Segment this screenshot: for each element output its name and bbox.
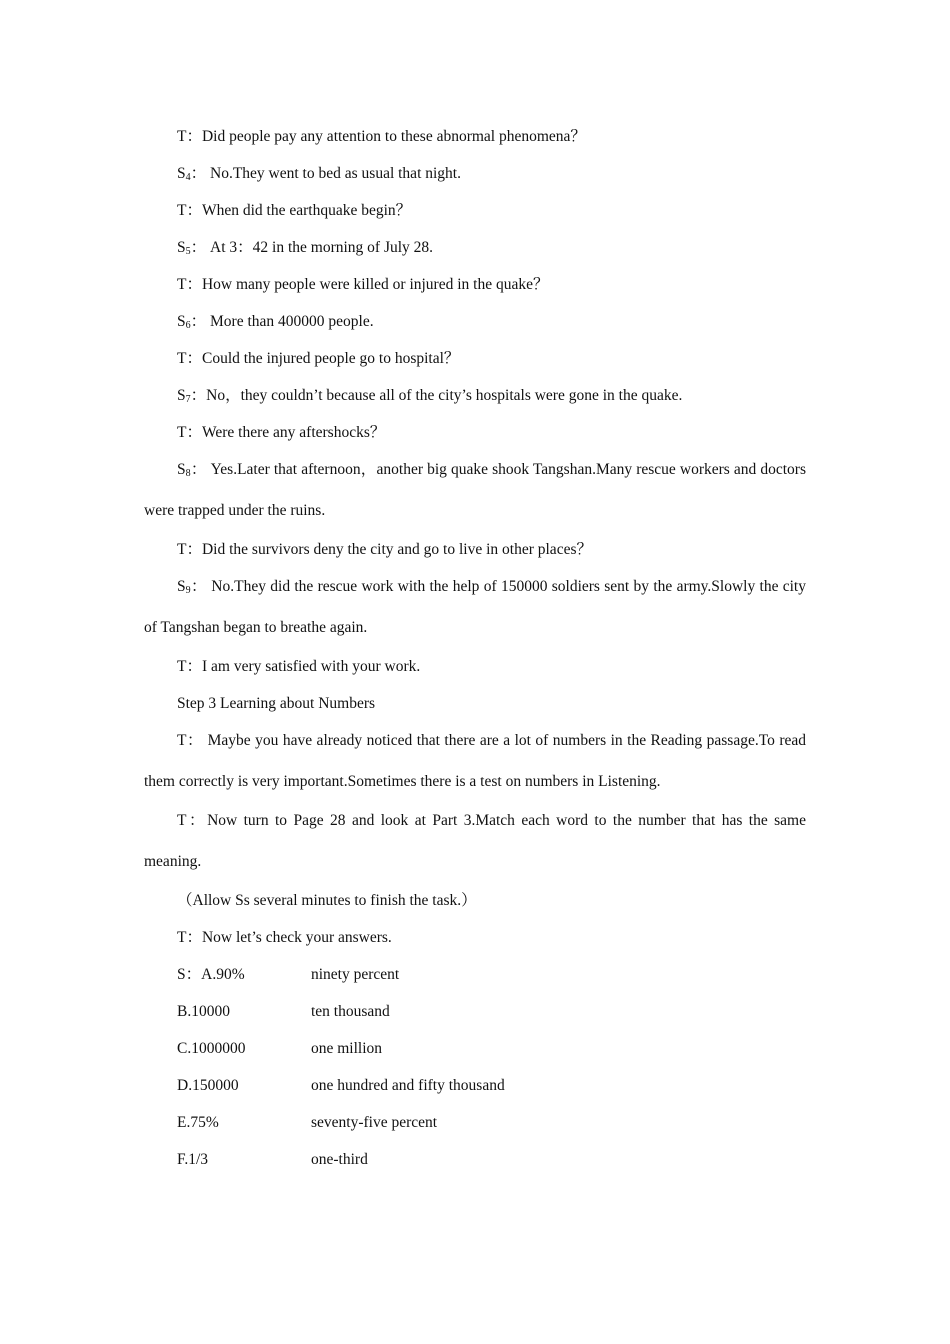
speaker: T — [177, 276, 187, 293]
line-text: Now let’s check your answers. — [201, 929, 392, 946]
dialogue-line: $S_5$： At 3：42 in the morning of July 28. — [177, 239, 434, 257]
answer-number: A.90% — [201, 966, 245, 983]
dialogue-line: T：Were there any aftershocks？ — [177, 424, 386, 441]
check-line: T：Now let’s check your answers. — [177, 929, 392, 946]
answer-row — [144, 1030, 806, 1067]
line-text: When did the earthquake begin？ — [201, 202, 412, 219]
line-text: How many people were killed or injured in the quake？ — [201, 276, 549, 293]
dialogue-line: $S_8$： Yes.Later that afternoon，another big quake shook Tangshan.Many rescue workers and doctors were trapped under the ruins. — [144, 461, 806, 519]
answer-row — [144, 1104, 806, 1141]
instruction-text: （Allow Ss several minutes to finish the task.） — [177, 892, 477, 909]
speaker: S — [177, 165, 186, 182]
speaker-number: 6 — [185, 320, 191, 331]
speaker: T — [177, 424, 187, 441]
dialogue-line: $S_4$： No.They went to bed as usual that night. — [177, 165, 461, 183]
speaker: S — [177, 578, 186, 595]
document-page — [144, 118, 806, 1178]
answer-row — [144, 993, 806, 1030]
line-text: Yes.Later that afternoon，another big quake shook Tangshan.Many rescue workers and doctors were trapped under the ruins. — [144, 461, 806, 519]
answer-words: seventy-five percent — [311, 1114, 438, 1131]
speaker: T — [177, 732, 187, 749]
answer-words: one-third — [311, 1151, 368, 1168]
line-text: No，they couldn’t because all of the city’s hospitals were gone in the quake. — [206, 387, 683, 404]
answer-number: F.1/3 — [177, 1151, 209, 1168]
speaker-number: 4 — [185, 172, 191, 183]
speaker-number: 5 — [185, 246, 191, 257]
speaker: T — [177, 812, 187, 829]
dialogue-line: $S_7$：No，they couldn’t because all of the city’s hospitals were gone in the quake. — [177, 387, 683, 405]
dialogue-line: T：How many people were killed or injured in the quake？ — [177, 276, 549, 293]
line-text: I am very satisfied with your work. — [201, 658, 421, 675]
answer-row — [144, 1141, 806, 1178]
dialogue-line: T：I am very satisfied with your work. — [177, 658, 421, 675]
speaker: T — [177, 128, 187, 145]
step-heading: Step 3 Learning about Numbers — [177, 695, 376, 712]
speaker: S — [177, 387, 186, 404]
line-text: Maybe you have already noticed that there are a lot of numbers in the Reading passage.To read them correctly is very important.Sometimes there is a test on numbers in Listening. — [144, 732, 806, 790]
answer-words: ninety percent — [311, 966, 400, 983]
speaker-number: 8 — [185, 468, 191, 479]
line-text: More than 400000 people. — [210, 313, 374, 330]
answer-number: C.1000000 — [177, 1040, 246, 1057]
answer-number: E.75% — [177, 1114, 219, 1131]
instruction-line — [144, 882, 806, 919]
dialogue-line: $S_6$： More than 400000 people. — [177, 313, 374, 331]
step-line: T： Maybe you have already noticed that there are a lot of numbers in the Reading passage.To read them correctly is very important.Sometimes there is a test on numbers in Listening. — [144, 732, 806, 790]
line-text: Could the injured people go to hospital？ — [201, 350, 460, 367]
dialogue-line: $S_9$： No.They did the rescue work with the help of 150000 soldiers sent by the army.Slowly the city of Tangshan began to breathe again. — [144, 578, 806, 636]
line-text: No.They went to bed as usual that night. — [210, 165, 461, 182]
answers-prefix: S： — [177, 966, 202, 983]
speaker: T — [177, 541, 187, 558]
dialogue-line: T：Could the injured people go to hospital？ — [177, 350, 460, 367]
line-text: Did people pay any attention to these abnormal phenomena？ — [201, 128, 586, 145]
answer-words: ten thousand — [311, 1003, 390, 1020]
answer-row — [144, 1067, 806, 1104]
dialogue-line: T：When did the earthquake begin？ — [177, 202, 412, 219]
line-text: No.They did the rescue work with the help of 150000 soldiers sent by the army.Slowly the city of Tangshan began to breathe again. — [144, 578, 806, 636]
dialogue-line: T：Did people pay any attention to these abnormal phenomena？ — [177, 128, 586, 145]
speaker-number: 9 — [185, 585, 191, 596]
dialogue-line: T：Did the survivors deny the city and go to live in other places？ — [177, 541, 592, 558]
answer-number: B.10000 — [177, 1003, 230, 1020]
speaker: T — [177, 350, 187, 367]
speaker: S — [177, 461, 186, 478]
speaker: T — [177, 202, 187, 219]
answer-words: one hundred and fifty thousand — [311, 1077, 505, 1094]
speaker: S — [177, 239, 186, 256]
line-text: At 3：42 in the morning of July 28. — [210, 239, 434, 256]
speaker: T — [177, 658, 187, 675]
speaker: T — [177, 929, 187, 946]
speaker-number: 7 — [185, 394, 191, 405]
line-text: Did the survivors deny the city and go to live in other places？ — [201, 541, 592, 558]
line-text: Were there any aftershocks？ — [201, 424, 386, 441]
speaker: S — [177, 313, 186, 330]
step-line: T：Now turn to Page 28 and look at Part 3.Match each word to the number that has the same meaning. — [144, 812, 806, 870]
answer-words: one million — [311, 1040, 383, 1057]
answer-number: D.150000 — [177, 1077, 239, 1094]
line-text: Now turn to Page 28 and look at Part 3.Match each word to the number that has the same meaning. — [144, 812, 806, 870]
answer-row — [144, 956, 806, 993]
